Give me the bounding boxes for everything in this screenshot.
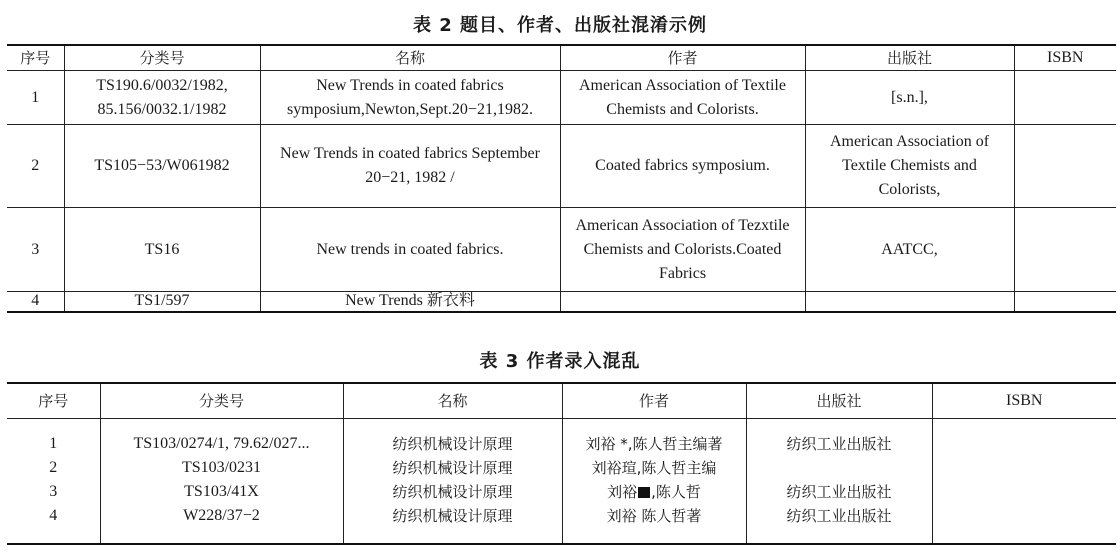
line: Chemists and Colorists.Coated: [583, 240, 782, 258]
line: TS105−53/W061982: [94, 157, 230, 174]
cell-no: 3: [7, 208, 64, 292]
line: TS190.6/0032/1982,: [96, 76, 228, 94]
header-class-no: 分类号: [64, 45, 260, 71]
cell-class-no: [64, 292, 260, 312]
cell-no: 2: [7, 456, 100, 480]
cell-title: [260, 208, 560, 292]
line: New Trends in coated fabrics September: [280, 145, 540, 162]
header-author: 作者: [562, 383, 746, 418]
cell-publisher: 纺织工业出版社: [746, 480, 932, 504]
cell-isbn: [932, 432, 1116, 456]
line: 20−21, 1982 /: [365, 169, 455, 186]
cell-title: [260, 71, 560, 125]
line: New trends in coated fabrics.: [316, 240, 504, 258]
line: Coated fabrics symposium.: [595, 157, 770, 174]
line: American Association of Tezxtile: [575, 216, 790, 234]
cell-author: [562, 456, 746, 480]
line: New Trends 新衣料: [345, 292, 475, 310]
cell-isbn: [932, 480, 1116, 504]
line: TS16: [144, 240, 180, 258]
line: 85.156/0032.1/1982: [97, 100, 227, 118]
cell-author: [562, 432, 746, 456]
author-text: 刘裕瑄,陈人哲主编: [591, 459, 717, 477]
cell-publisher: 纺织工业出版社: [746, 432, 932, 456]
table-row: [7, 125, 1116, 208]
line: American Association of: [829, 133, 990, 150]
table-row: [7, 456, 1116, 480]
garbled-glyph-block: [638, 487, 650, 498]
line: Chemists and Colorists.: [606, 100, 759, 118]
cell-publisher: [805, 71, 1014, 125]
cell-title: 纺织机械设计原理: [343, 432, 562, 456]
author-text: 刘裕 陈人哲著: [606, 507, 702, 525]
line: Fabrics: [658, 264, 707, 282]
header-title: 名称: [260, 45, 560, 71]
cell-title: [260, 292, 560, 312]
author-text: 刘裕 *,陈人哲主编著: [585, 435, 723, 453]
table-row: [7, 208, 1116, 292]
header-no: 序号: [7, 383, 100, 418]
cell-no: 2: [7, 125, 64, 208]
cell-publisher: [805, 292, 1014, 312]
table2-header-row: [7, 45, 1116, 71]
table3-caption: 表 3 作者录入混乱: [479, 351, 641, 372]
cell-publisher: 纺织工业出版社: [746, 504, 932, 528]
cell-author: [562, 504, 746, 528]
table2-caption: 表 2 题目、作者、出版社混淆示例: [412, 15, 708, 36]
cell-no: 1: [7, 71, 64, 125]
cell-title: [260, 125, 560, 208]
table2: [7, 44, 1116, 313]
table-row: [7, 432, 1116, 456]
cell-title: 纺织机械设计原理: [343, 504, 562, 528]
table-row: [7, 71, 1116, 125]
cell-title: 纺织机械设计原理: [343, 456, 562, 480]
cell-class-no: W228/37−2: [100, 504, 343, 528]
table3-header-row: [7, 383, 1116, 418]
header-author: 作者: [560, 45, 805, 71]
cell-no: 4: [7, 504, 100, 528]
cell-class-no: TS103/0231: [100, 456, 343, 480]
author-text: 刘裕: [607, 483, 638, 501]
header-isbn: ISBN: [932, 383, 1116, 418]
cell-class-no: [64, 71, 260, 125]
cell-title: 纺织机械设计原理: [343, 480, 562, 504]
cell-class-no: TS103/0274/1, 79.62/027...: [100, 432, 343, 456]
cell-no: 3: [7, 480, 100, 504]
cell-class-no: TS103/41X: [100, 480, 343, 504]
line: Colorists,: [878, 181, 941, 198]
header-isbn: ISBN: [1014, 45, 1116, 71]
cell-publisher: [805, 125, 1014, 208]
header-title: 名称: [343, 383, 562, 418]
table-row: [7, 480, 1116, 504]
line: AATCC,: [881, 240, 938, 258]
cell-class-no: [64, 125, 260, 208]
line: Textile Chemists and: [842, 157, 977, 174]
cell-author: [560, 71, 805, 125]
cell-publisher: [746, 456, 932, 480]
spacer-row: [7, 418, 1116, 432]
line: TS1/597: [134, 292, 190, 310]
author-text-suffix: ,陈人哲: [651, 483, 701, 501]
line: [s.n.],: [891, 88, 928, 106]
line: New Trends in coated fabrics: [316, 76, 504, 94]
cell-isbn: [1014, 292, 1116, 312]
cell-isbn: [1014, 125, 1116, 208]
cell-author: [560, 208, 805, 292]
cell-isbn: [1014, 208, 1116, 292]
cell-isbn: [932, 456, 1116, 480]
line: symposium,Newton,Sept.20−21,1982.: [287, 100, 533, 118]
cell-no: 1: [7, 432, 100, 456]
cell-no: 4: [7, 292, 64, 312]
table-row: [7, 292, 1116, 312]
cell-isbn: [932, 504, 1116, 528]
header-no: 序号: [7, 45, 64, 71]
cell-author: [560, 125, 805, 208]
cell-author: [560, 292, 805, 312]
line: American Association of Textile: [579, 76, 786, 94]
header-publisher: 出版社: [805, 45, 1014, 71]
table3: [7, 382, 1116, 545]
spacer-row: [7, 528, 1116, 544]
cell-publisher: [805, 208, 1014, 292]
header-class-no: 分类号: [100, 383, 343, 418]
cell-author: [562, 480, 746, 504]
header-publisher: 出版社: [746, 383, 932, 418]
cell-class-no: [64, 208, 260, 292]
cell-isbn: [1014, 71, 1116, 125]
table-row: [7, 504, 1116, 528]
